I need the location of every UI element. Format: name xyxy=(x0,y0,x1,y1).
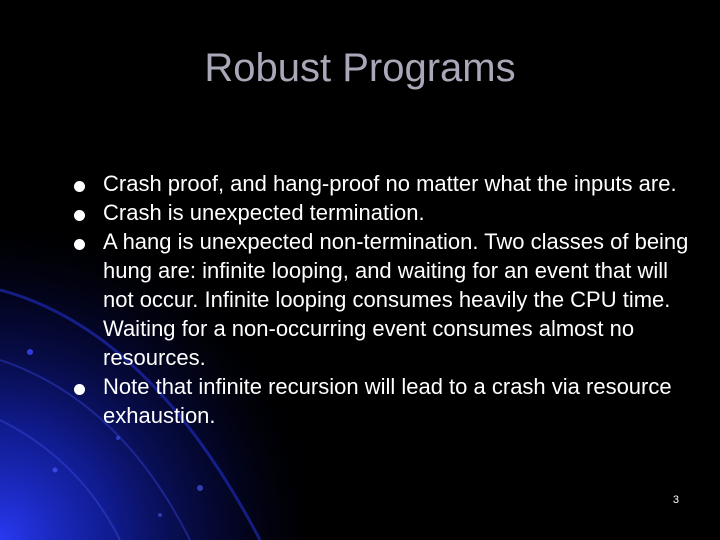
bullet-dot-icon xyxy=(74,239,85,250)
bullet-item xyxy=(0,227,720,372)
decor-dot xyxy=(53,468,58,473)
bullet-text: Note that infinite recursion will lead to a crash via resource exhaustion. xyxy=(103,374,672,428)
page-number: 3 xyxy=(672,494,679,506)
bullet-text: A hang is unexpected non-termination. Two classes of being hung are: infinite looping, and waiting for an event that will not occur. Infinite looping consumes heavily the CPU time. Waiting for a non-occurring event consumes almost no resources. xyxy=(103,229,689,370)
decor-dot xyxy=(116,436,120,440)
bullet-dot-icon xyxy=(74,210,85,221)
bullet-item xyxy=(0,169,720,198)
bullet-text: Crash is unexpected termination. xyxy=(103,200,425,225)
decor-dot xyxy=(197,485,203,491)
bullet-list xyxy=(0,169,720,430)
bullet-text: Crash proof, and hang-proof no matter what the inputs are. xyxy=(103,171,677,196)
bullet-dot-icon xyxy=(74,181,85,192)
slide-title: Robust Programs xyxy=(204,46,516,90)
bullet-dot-icon xyxy=(74,384,85,395)
bullet-item xyxy=(0,198,720,227)
decor-dot xyxy=(158,513,162,517)
bullet-item xyxy=(0,372,720,430)
